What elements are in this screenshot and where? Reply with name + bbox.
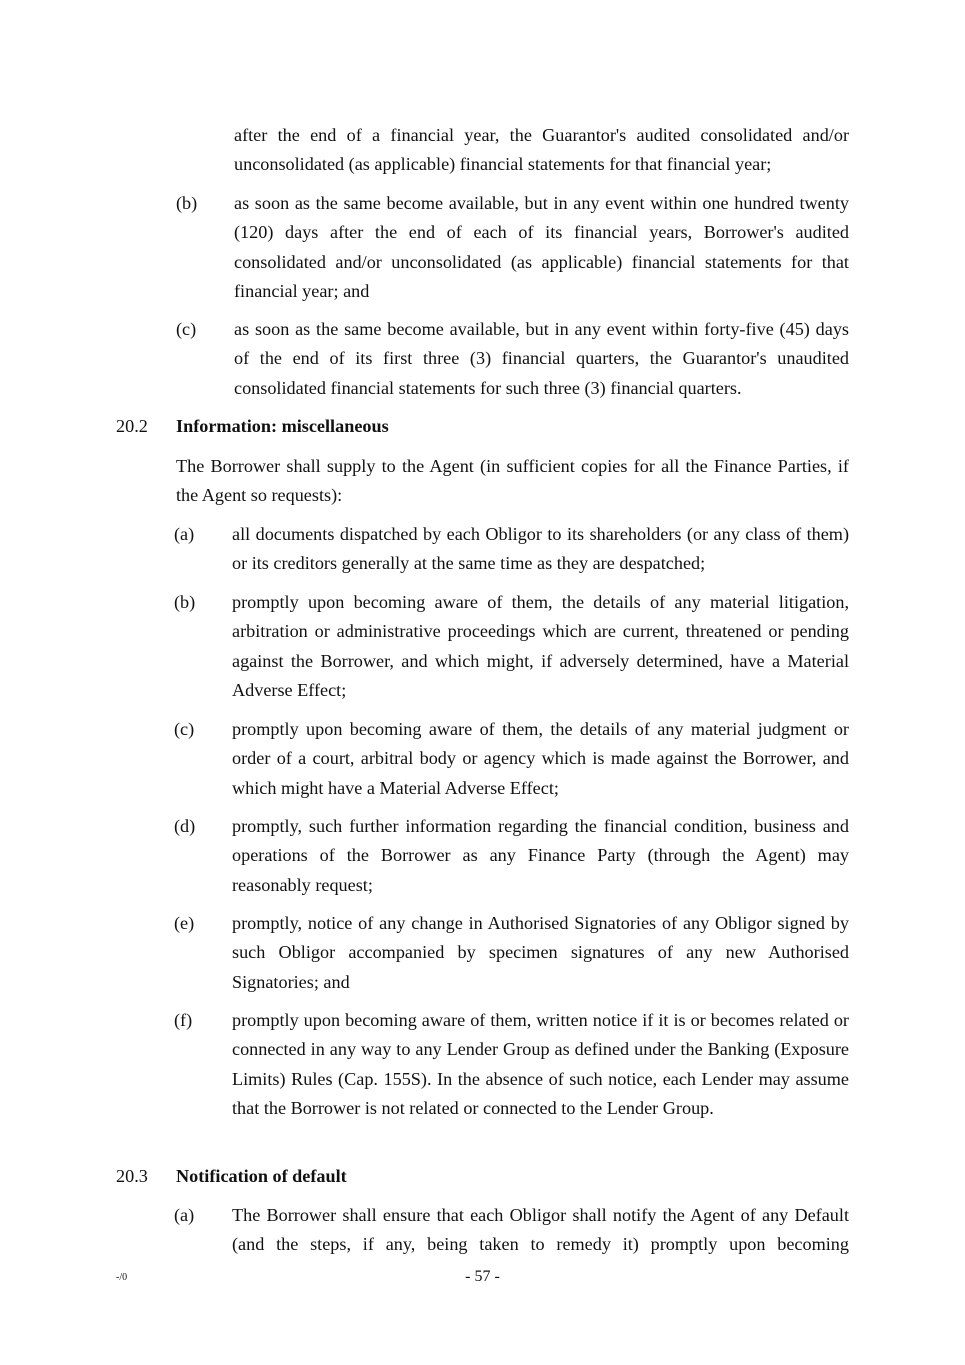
section-intro-20-2: The Borrower shall supply to the Agent (in sufficient copies for all the Finance Parties, if the Agent so requests): (176, 456, 849, 506)
item-text-20-2-f: promptly upon becoming aware of them, written notice if it is or becomes related or connected in any way to any Lender Group as defined under the Banking (Exposure Limits) Rules (Cap. 155S). In the absence of such notice, each Lender may assume that the Borrower is not related or connected to the Lender Group. (232, 1010, 849, 1118)
section-title-20-2: Information: miscellaneous (176, 416, 389, 436)
clause-text-c: as soon as the same become available, but in any event within forty-five (45) days of the end of its first three (3) financial quarters, the Guarantor's unaudited consolidated financial statements for such three (3) financial quarters. (234, 319, 849, 398)
section-number-20-2: 20.2 (116, 416, 148, 436)
item-label-20-2-a: (a) (174, 524, 195, 544)
item-label-20-3-a: (a) (174, 1205, 195, 1225)
section-number-20-3: 20.3 (116, 1166, 148, 1186)
continuation-paragraph: after the end of a financial year, the Guarantor's audited consolidated and/or unconsolidated (as applicable) financial statements for that financial year; (234, 125, 849, 175)
clause-text-b: as soon as the same become available, but in any event within one hundred twenty (120) days after the end of each of its financial years, Borrower's audited consolidated and/or unconsolidated (as applicable) financial statements for that financial year; and (234, 193, 849, 301)
item-label-20-2-f: (f) (174, 1010, 193, 1030)
item-label-20-2-b: (b) (174, 592, 196, 612)
footer-page-number: - 57 - (465, 1268, 500, 1285)
item-label-20-2-c: (c) (174, 719, 195, 739)
item-text-20-3-a: The Borrower shall ensure that each Obligor shall notify the Agent of any Default (and the steps, if any, being taken to remedy it) promptly upon becoming (232, 1205, 849, 1255)
footer-document-reference: -/0 (116, 1272, 128, 1283)
item-text-20-2-d: promptly, such further information regarding the financial condition, business and operations of the Borrower as any Finance Party (through the Agent) may reasonably request; (232, 816, 849, 895)
item-label-20-2-e: (e) (174, 913, 195, 933)
section-title-20-3: Notification of default (176, 1166, 347, 1186)
item-text-20-2-a: all documents dispatched by each Obligor to its shareholders (or any class of them) or its creditors generally at the same time as they are despatched; (232, 524, 849, 574)
clause-label-b: (b) (176, 193, 198, 213)
item-label-20-2-d: (d) (174, 816, 196, 836)
item-text-20-2-b: promptly upon becoming aware of them, the details of any material litigation, arbitration or administrative proceedings which are current, threatened or pending against the Borrower, and which might, if adversely determined, have a Material Adverse Effect; (232, 592, 849, 700)
clause-label-c: (c) (176, 319, 197, 339)
item-text-20-2-e: promptly, notice of any change in Authorised Signatories of any Obligor signed by such Obligor accompanied by specimen signatures of any new Authorised Signatories; and (232, 913, 849, 992)
item-text-20-2-c: promptly upon becoming aware of them, the details of any material judgment or order of a court, arbitral body or agency which is made against the Borrower, and which might have a Material Adverse Effect; (232, 719, 849, 798)
